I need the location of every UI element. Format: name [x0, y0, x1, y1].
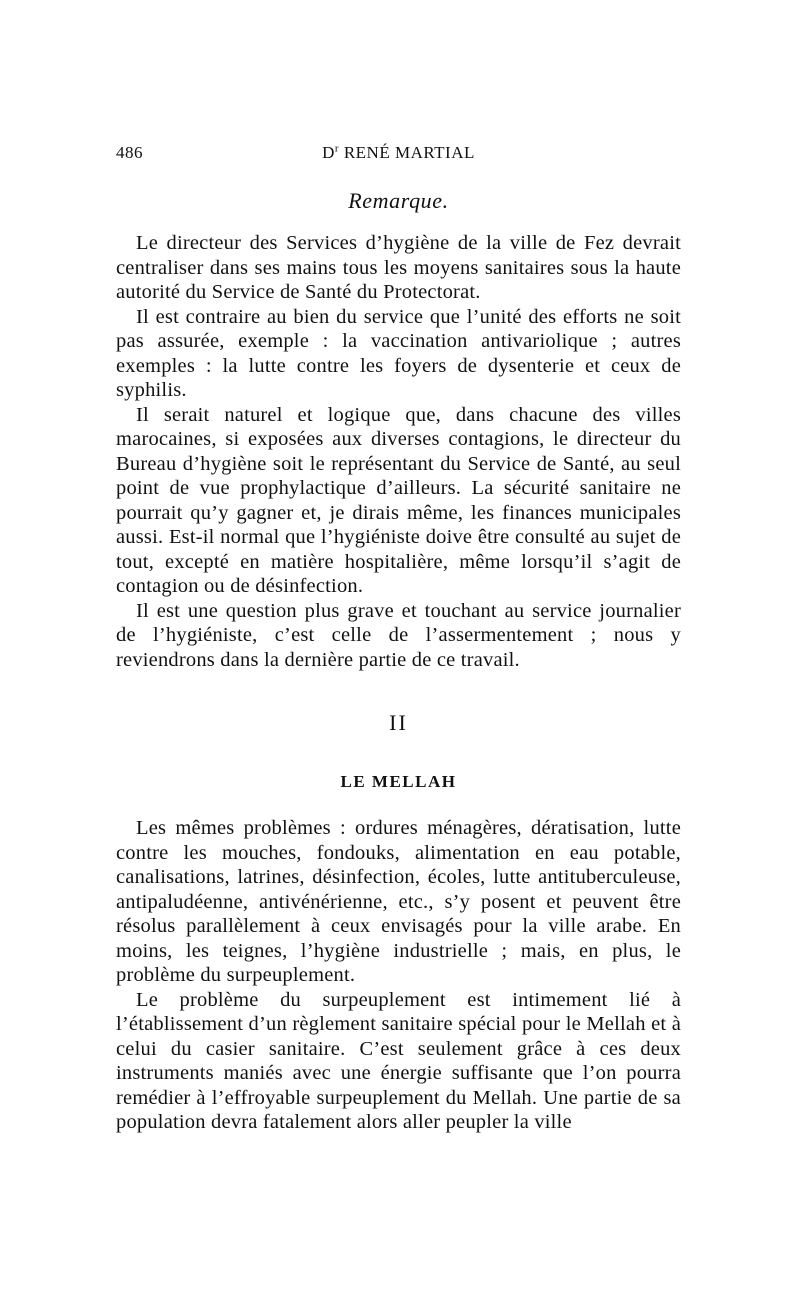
section-title: LE MELLAH — [340, 772, 457, 791]
section-number: II — [389, 710, 408, 735]
section-body — [116, 816, 681, 1135]
page-number: 486 — [116, 143, 143, 162]
paragraph: Il est contraire au bien du service que l’unité des efforts ne soit pas assurée, exemple : la vaccination antivariolique ; autres exemples : la lutte contre les foyers de dysenterie et ceux de syphilis. — [116, 305, 681, 401]
paragraph: Le directeur des Services d’hygiène de la ville de Fez devrait centraliser dans ses mains tous les moyens sanitaires sous la haute autorité du Service de Santé du Protectorat. — [116, 232, 681, 303]
author-prefix: D — [322, 143, 335, 162]
paragraph: Les mêmes problèmes : ordures ménagères, dératisation, lutte contre les mouches, fondouks, alimentation en eau potable, canalisations, latrines, désinfection, écoles, lutte antituberculeuse, antipaludéenne, antivénérienne, etc., s’y posent et peuvent être résolus parallèlement à ceux envisagés pour la ville arabe. En moins, les teignes, l’hygiène industrielle ; mais, en plus, le problème du surpeuplement. — [116, 817, 681, 986]
author-name — [116, 143, 681, 163]
author-prefix-superscript: r — [334, 142, 340, 155]
paragraph: Le problème du surpeuplement est intimement lié à l’établissement d’un règlement sanitaire spécial pour le Mellah et à celui du casier sanitaire. C’est seulement grâce à ces deux instruments maniés avec une énergie suffisante que l’on pourra remédier à l’effroyable surpeuplement du Mellah. Une partie de sa population devra fatalement alors aller peupler la ville — [116, 988, 681, 1133]
remark-heading: Remarque. — [348, 188, 449, 213]
paragraph: Il serait naturel et logique que, dans chacune des villes marocaines, si exposées aux diverses contagions, le directeur du Bureau d’hygiène soit le représentant du Service de Santé, au seul point de vue prophylactique d’ailleurs. La sécurité sanitaire ne pourrait qu’y gagner et, je dirais même, les finances municipales aussi. Est-il normal que l’hygiéniste doive être consulté au sujet de tout, excepté en matière hospitalière, même lorsqu’il s’agit de contagion ou de désinfection. — [116, 403, 681, 597]
running-head — [116, 143, 681, 169]
remark-body — [116, 231, 681, 672]
paragraph: Il est une question plus grave et touchant au service journalier de l’hygiéniste, c’est celle de l’assermentement ; nous y reviendrons dans la dernière partie de ce travail. — [116, 599, 681, 671]
author-surname: RENÉ MARTIAL — [343, 143, 475, 162]
